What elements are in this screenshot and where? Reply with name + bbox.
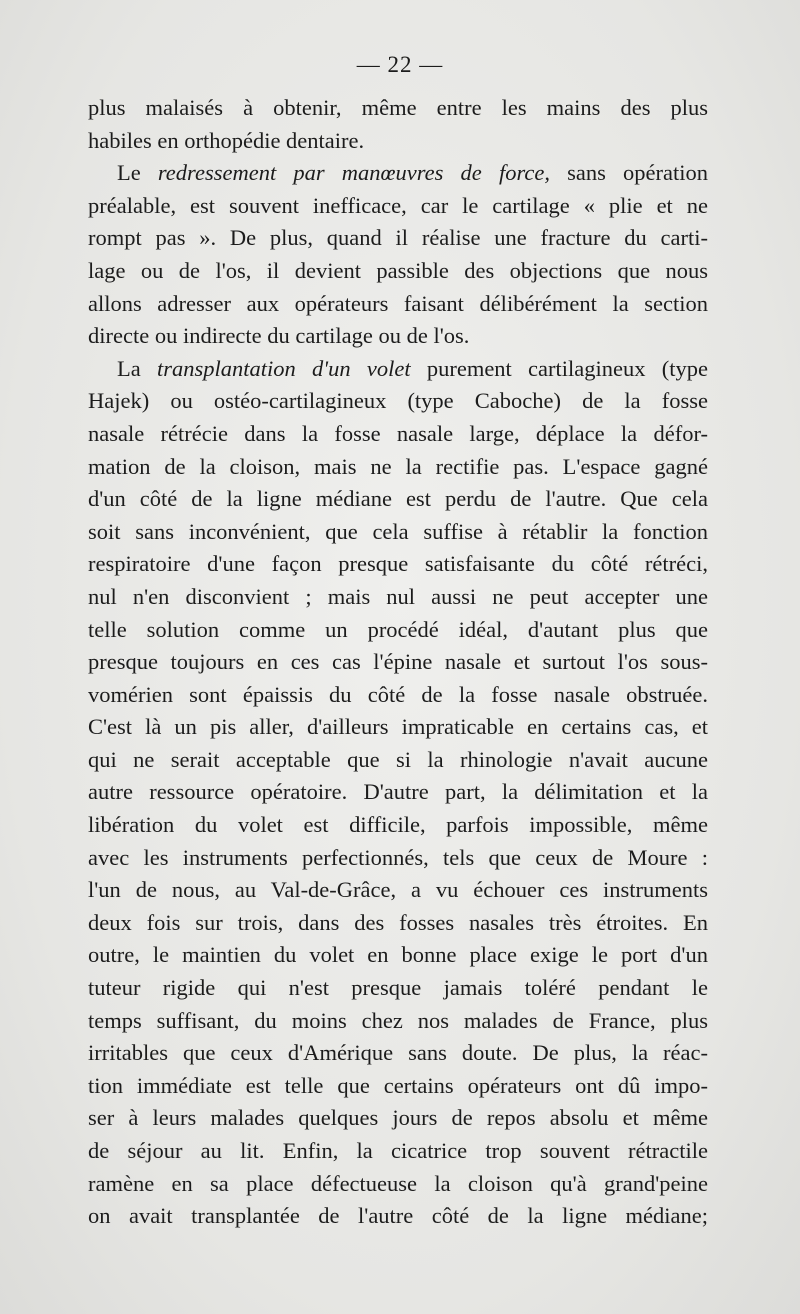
text-line: avec les instruments perfectionnés, tels que ceux de Moure : [88,844,708,870]
italic-phrase: transplantation d'un volet [157,355,411,381]
text-line: nasale rétrécie dans la fosse nasale large, déplace la défor- [88,420,708,446]
text-line-emphasis: Le redressement par manœuvres de force, sans opération [117,160,708,186]
text-line: Hajek) ou ostéo-cartilagineux (type Caboche) de la fosse [88,388,708,414]
text-line: autre ressource opératoire. D'autre part, la délimitation et la [88,779,708,805]
text-line: libération du volet est difficile, parfois impossible, même [88,812,708,838]
text-line: qui ne serait acceptable que si la rhinologie n'avait aucune [88,746,708,772]
text-line: l'un de nous, au Val-de-Grâce, a vu échouer ces instruments [88,877,708,903]
text-line: C'est là un pis aller, d'ailleurs impraticable en certains cas, et [88,714,708,740]
text-line: deux fois sur trois, dans des fosses nasales très étroites. En [88,909,708,935]
text-line: de séjour au lit. Enfin, la cicatrice trop souvent rétractile [88,1138,708,1163]
italic-phrase: redressement par manœuvres de force, [157,160,550,186]
text-line: mation de la cloison, mais ne la rectifie pas. L'espace gagné [88,453,708,479]
text-line: tion immédiate est telle que certains opérateurs ont dû impo- [88,1072,708,1098]
text-line: plus malaisés à obtenir, même entre les mains des plus [88,95,708,120]
body-text [88,92,708,1233]
text-line: directe ou indirecte du cartilage ou de l'os. [88,323,470,349]
text-line: telle solution comme un procédé idéal, d'autant plus que [88,616,708,642]
page-number [0,52,800,78]
text-line: lage ou de l'os, il devient passible des objections que nous [88,257,708,283]
text-line: d'un côté de la ligne médiane est perdu de l'autre. Que cela [88,486,708,512]
text-line: habiles en orthopédie dentaire. [88,127,365,153]
text-line: temps suffisant, du moins chez nos malades de France, plus [88,1007,708,1033]
text-line: outre, le maintien du volet en bonne place exige le port d'un [88,942,708,968]
text-line: presque toujours en ces cas l'épine nasale et surtout l'os sous- [88,649,708,675]
text-line: nul n'en disconvient ; mais nul aussi ne peut accepter une [88,583,708,609]
text-line: tuteur rigide qui n'est presque jamais toléré pendant le [88,975,708,1001]
text-line: ramène en sa place défectueuse la cloison qu'à grand'peine [88,1170,708,1196]
text-line: on avait transplantée de l'autre côté de la ligne médiane; [88,1203,708,1229]
page-number-text: — 22 — [356,52,444,77]
text-line: soit sans inconvénient, que cela suffise à rétablir la fonction [88,518,708,544]
text-line: respiratoire d'une façon presque satisfaisante du côté rétréci, [88,551,708,577]
text-line: préalable, est souvent inefficace, car le cartilage « plie et ne [88,192,708,218]
text-line-emphasis: La transplantation d'un volet purement cartilagineux (type [117,355,708,381]
text-line: irritables que ceux d'Amérique sans doute. De plus, la réac- [88,1040,708,1066]
text-line: vomérien sont épaissis du côté de la fosse nasale obstruée. [88,681,708,707]
text-line: allons adresser aux opérateurs faisant délibérément la section [88,290,708,316]
text-line: ser à leurs malades quelques jours de repos absolu et même [88,1105,708,1131]
text-line: rompt pas ». De plus, quand il réalise une fracture du carti- [88,225,708,251]
